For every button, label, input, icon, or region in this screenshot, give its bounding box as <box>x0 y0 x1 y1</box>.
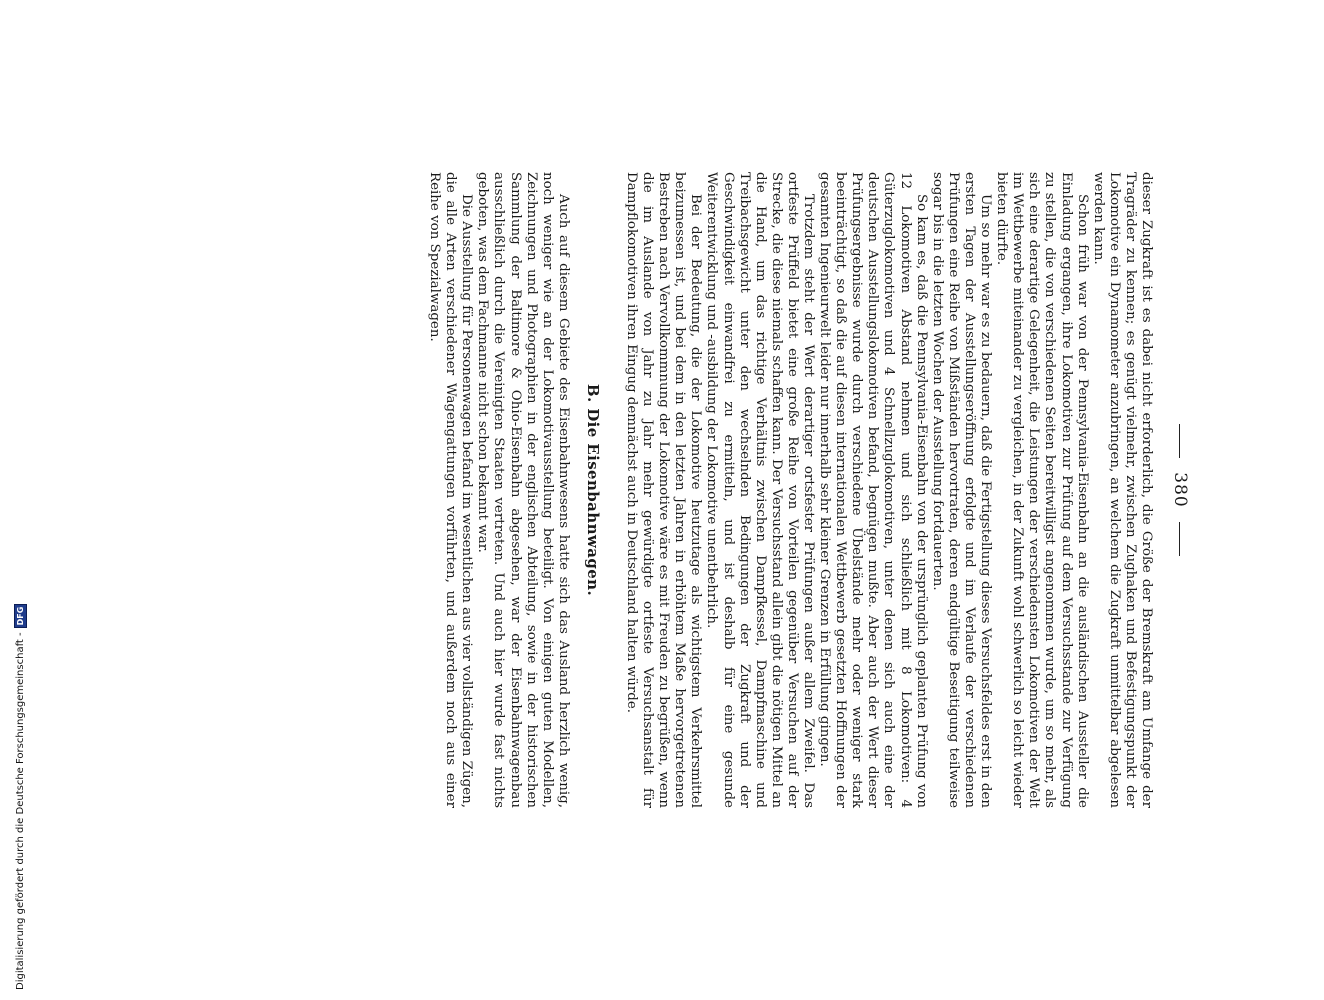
dfg-logo-icon: DFG <box>14 604 27 629</box>
page-number-dash-right <box>1179 522 1180 556</box>
paragraph: Schon früh war von der Pennsylvania-Eisenbahn an die ausländischen Aussteller die Einladung ergangen, ihre Lokomotiven zur Prüfung auf dem Versuchsstande zur Verfügung zu stellen, die von verschiedenen Seiten bereitwilligst angenommen wurde, um so mehr, als sich eine derartige Gelegenheit, die Leistungen der verschiedensten Lokomotiven der Welt im Wettbewerbe miteinander zu vergleichen, in der Zukunft wohl schwerlich so leicht wieder bieten dürfte. <box>994 172 1090 808</box>
paragraph: Um so mehr war es zu bedauern, daß die Fertigstellung dieses Versuchsfeldes erst in den ersten Tagen der Ausstellungseröffnung erfolgte und im Verlaufe der verschiedenen Prüfungen eine Reihe von Mißständen hervortraten, deren endgültige Beseitigung teilweise sogar bis in die letzten Wochen der Ausstellung fortdauerten. <box>929 172 994 808</box>
body-text <box>426 172 1154 808</box>
paragraph: Bei der Bedeutung, die der Lokomotive heutzutage als wichtigstem Verkehrsmittel beizumessen ist, und bei dem in den letzten Jahren in erhöhtem Maße hervorgetretenen Bestreben nach Vervollkommnung der Lokomotive wäre es mit Freuden zu begrüßen, wenn die im Auslande von Jahr zu Jahr mehr gewürdigte ortfeste Versuchsanstalt für Dampflokomotiven ihren Eingug demnächst auch in Deutschland halten würde. <box>624 172 704 808</box>
paragraph: Auch auf diesem Gebiete des Eisenbahnwesens hatte sich das Ausland herzlich wenig, noch weniger wie an der Lokomotivausstellung beteiligt. Von einigen guten Modellen, Zeichnungen und Photographien in der englischen Abteilung, sowie in der historischen Sammlung der Baltimore & Ohio-Eisenbahn abgesehen, war der Eisenbahnwagenbau ausschließlich durch die Vereinigten Staaten vertreten. Und auch hier wurde fast nichts geboten, was dem Fachmanne nicht schon bekannt war. <box>475 172 571 808</box>
paragraph: So kam es, daß die Pennsylvania-Eisenbahn von der ursprünglich geplanten Prüfung von 12 Lokomotiven Abstand nehmen und sich schließlich mit 8 Lokomotiven: 4 Güterzuglokomotiven und 4 Schnellzuglokomotiven, unter denen sich auch eine der deutschen Ausstellungslokomotiven befand, begnügen mußte. Aber auch der Wert dieser Prüfungsergebnisse wurde durch verschiedene Übelstände mehr oder weniger stark beeinträchtigt, so daß die auf diesen internationalen Wettbewerb gesetzten Hoffnungen der gesamten Ingenieurwelt leider nur innerhalb sehr kleiner Grenzen in Erfüllung gingen. <box>817 172 929 808</box>
page-number: 380 <box>1170 472 1190 508</box>
page-number-dash-left <box>1179 424 1180 458</box>
page-number-line <box>1170 172 1190 808</box>
paragraph: Die Ausstellung für Personenwagen befand im wesentlichen aus vier vollständigen Zügen, die alle Arten verschiedener Wagengattungen vorführten, und außerdem noch aus einer Reihe von Spezialwagen. <box>427 172 475 808</box>
paragraph: dieser Zugkraft ist es dabei nicht erforderlich, die Größe der Bremskraft am Umfange der Tragräder zu kennen; es genügt vielmehr, zwischen Zughaken und Befestigungspunkt der Lokomotive ein Dynamometer anzubringen, an welchem die Zugkraft unmittelbar abgelesen werden kann. <box>1090 172 1154 808</box>
section-heading: B. Die Eisenbahnwagen. <box>583 383 602 597</box>
rotated-page <box>110 172 1190 808</box>
paragraph: Trotzdem steht der Wert derartiger ortsfester Prüfungen außer allem Zweifel. Das ortfeste Prüffeld bietet eine große Reihe von Vorteilen gegenüber Versuchen auf der Strecke, die diese niemals schaffen kann. Der Versuchsstand allein gibt die nötigen Mittel an die Hand, um das richtige Verhältnis zwischen Dampfkessel, Dampfmaschine und Treibachsgewicht unter den wechselnden Bedingungen der Zugkraft und der Geschwindigkeit einwandfrei zu ermitteln, und ist deshalb für eine gesunde Weiterentwicklung und -ausbildung der Lokomotive unentbehrlich. <box>704 172 817 808</box>
digitization-credit <box>14 604 27 990</box>
credit-text: Digitalisierung gefördert durch die Deutsche Forschungsgemeinschaft - <box>15 632 26 990</box>
